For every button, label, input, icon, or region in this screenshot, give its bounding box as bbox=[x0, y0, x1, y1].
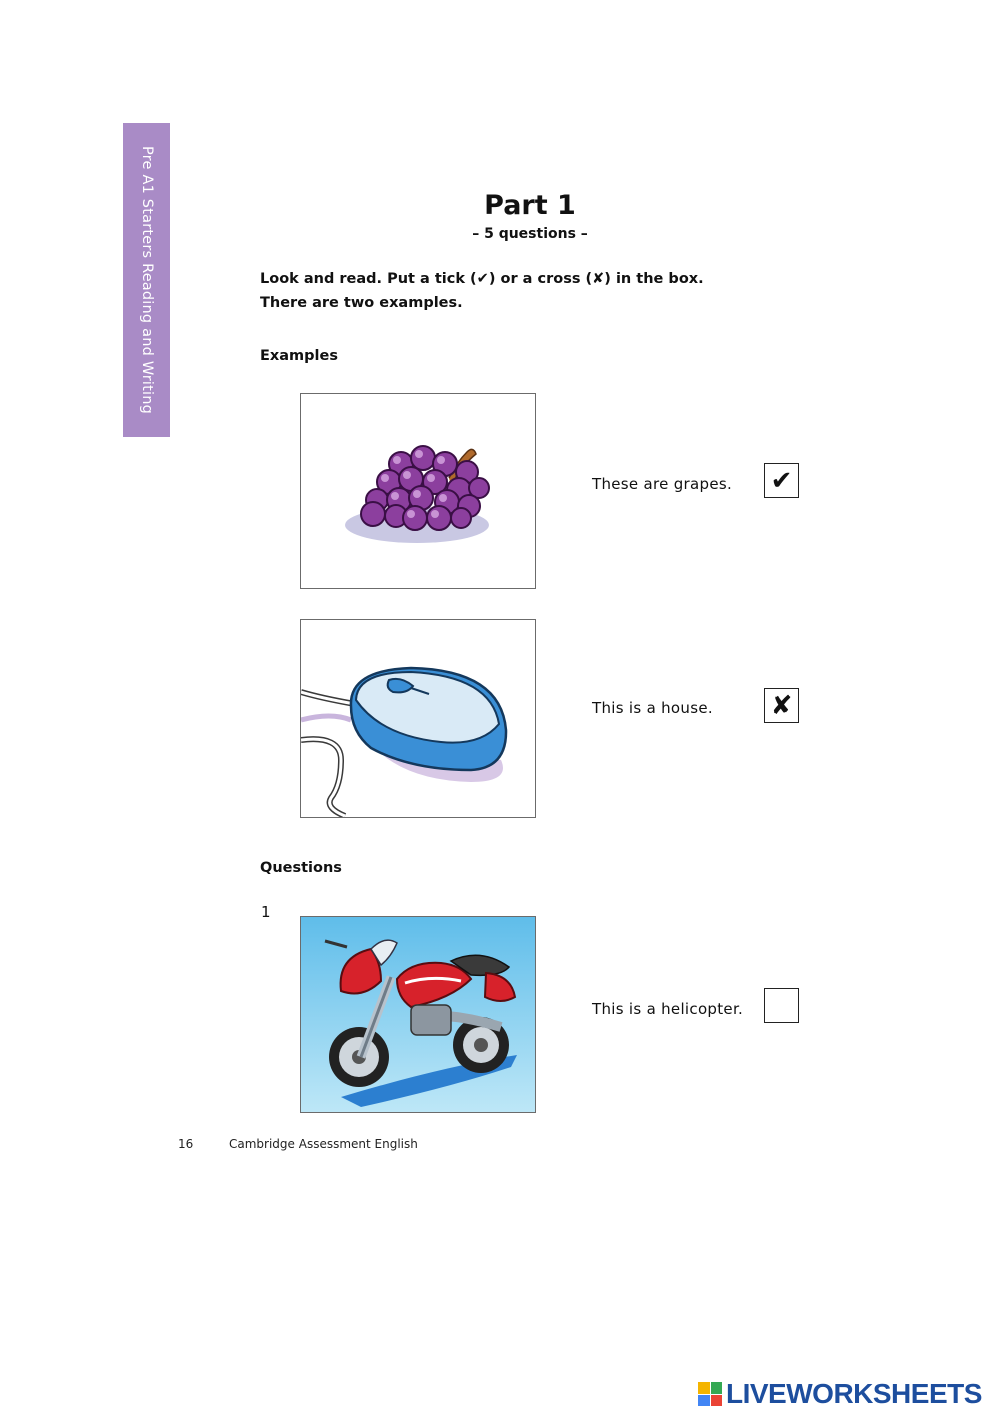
side-tab-label: Pre A1 Starters Reading and Writing bbox=[138, 145, 155, 415]
instruction-line-1: Look and read. Put a tick (✔) or a cross (✘) in the box. bbox=[260, 271, 704, 287]
liveworksheets-logo-icon bbox=[698, 1382, 722, 1406]
question-answer-box-1[interactable] bbox=[764, 988, 799, 1023]
example-picture-grapes bbox=[300, 393, 536, 589]
computer-mouse-icon bbox=[301, 620, 535, 817]
questions-heading: Questions bbox=[260, 860, 342, 876]
example-answer-box-1: ✔ bbox=[764, 463, 799, 498]
question-sentence-1: This is a helicopter. bbox=[592, 1000, 744, 1018]
example-picture-mouse bbox=[300, 619, 536, 818]
liveworksheets-wordmark: LIVEWORKSHEETS bbox=[726, 1378, 982, 1409]
example-sentence-2: This is a house. bbox=[592, 699, 713, 717]
example-answer-box-2: ✘ bbox=[764, 688, 799, 723]
page-number: 16 bbox=[178, 1137, 194, 1151]
question-number-1: 1 bbox=[261, 903, 271, 921]
question-picture-motorbike bbox=[300, 916, 536, 1113]
page-title: Part 1 bbox=[484, 190, 576, 221]
examples-heading: Examples bbox=[260, 348, 338, 364]
side-tab bbox=[123, 123, 170, 437]
liveworksheets-branding bbox=[698, 1378, 982, 1410]
page-subtitle: – 5 questions – bbox=[472, 226, 588, 242]
example-sentence-1: These are grapes. bbox=[592, 475, 733, 493]
grapes-icon bbox=[301, 394, 535, 588]
motorbike-icon bbox=[301, 917, 535, 1112]
publisher-name: Cambridge Assessment English bbox=[229, 1137, 418, 1151]
instruction-line-2: There are two examples. bbox=[260, 295, 463, 311]
